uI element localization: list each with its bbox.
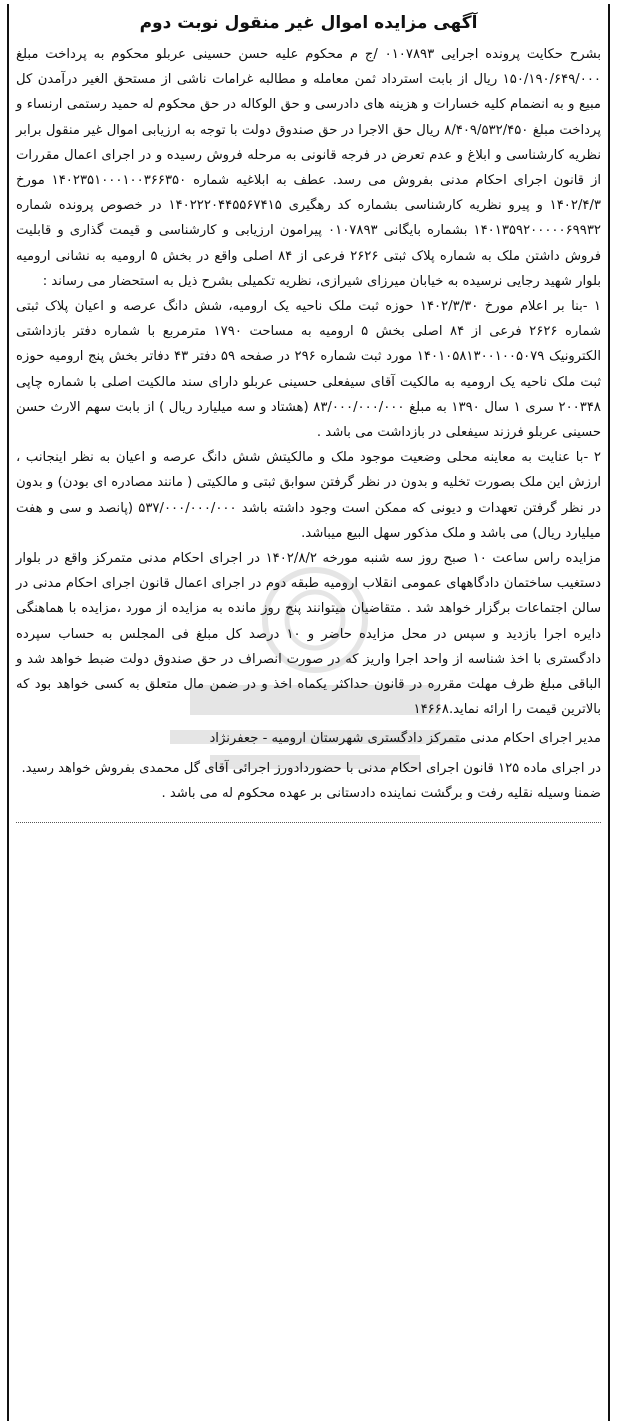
signature: مدیر اجرای احکام مدنی متمرکز دادگستری شهرستان ارومیه - جعفرنژاد xyxy=(209,731,601,747)
footer-note-2: ضمنا وسیله نقلیه رفت و برگشت نماینده دادستانی بر عهده محکوم له می باشد . xyxy=(161,785,601,801)
footer-note-1: در اجرای ماده ۱۲۵ قانون اجرای احکام مدنی با حضوردادورز اجرائی آقای گل محمدی بفروش خواهد رسید. xyxy=(21,760,601,776)
paragraph-item-2: ۲ -با عنایت به معاینه محلی وضعیت موجود ملک و مالکیتش شش دانگ عرصه و اعیان به نظر اینجانب ، ارزش این ملک بصورت تخلیه و بدون در نظر گرفتن سوابق ثبتی و مالکیتی ( مانند مصادره ای بودن) و بدون در نظر گرفتن تعهدات و دیونی که ممکن است وجود داشته باشد ۵۳۷/۰۰۰/۰۰۰/۰۰۰ (پانصد و سی و هفت میلیارد ریال) می باشد و ملک مذکور سهل البیع میباشد. xyxy=(16,450,601,541)
notice-title: آگهی مزایده اموال غیر منقول نوبت دوم xyxy=(139,13,478,33)
auction-notice xyxy=(16,10,601,823)
paragraph-item-1: ۱ -بنا بر اعلام مورخ ۱۴۰۲/۳/۳۰ حوزه ثبت ملک ناحیه یک ارومیه، شش دانگ عرصه و اعیان پلاک ثبتی شماره ۲۶۲۶ فرعی از ۸۴ اصلی بخش ۵ ارومیه به مساحت ۱۷۹۰ مترمربع با شماره دفتر بازداشتی الکترونیک ۱۴۰۱۰۵۸۱۳۰۰۱۰۰۵۰۷۹ مورد ثبت شماره ۲۹۶ در صفحه ۵۹ دفتر ۴۳ دفاتر بخش پنج ارومیه حوزه ثبت ملک ناحیه یک ارومیه به مالکیت آقای سیفعلی حسینی عربلو دارای سند مالکیت اصلی با شماره چاپی ۲۰۰۳۴۸ سری ۱ سال ۱۳۹۰ به مبلغ ۸۳/۰۰۰/۰۰۰/۰۰۰ (هشتاد و سه میلیارد ریال ) از بابت سهم الارث حسن حسینی عربلو فرزند سیفعلی در بازداشت می باشد . xyxy=(16,299,601,441)
paragraph-intro: بشرح حکایت پرونده اجرایی ۰۱۰۷۸۹۳ /ج م محکوم علیه حسن حسینی عربلو محکوم به پرداخت مبلغ ۱۵۰/۱۹۰/۶۴۹/۰۰۰ ریال از بابت استرداد ثمن معامله و مطالبه غرامات ناشی از مستحق الغیر درآمدن کل مبیع و به انضمام کلیه خسارات و هزینه های دادرسی و حق الوکاله در حق محکوم له حمید رستمی ارنساء و پرداخت مبلغ ۸/۴۰۹/۵۳۲/۴۵۰ ریال حق الاجرا در حق صندوق دولت با توجه به ارزیابی اموال غیر منقول برابر نظریه کارشناسی و ابلاغ و عدم تعرض در فرجه قانونی به مرحله فروش رسیده و در اجرای اعمال مقررات از قانون اجرای احکام مدنی بفروش می رسد. عطف به ابلاغیه شماره ۱۴۰۲۳۵۱۰۰۰۱۰۰۳۶۶۳۵۰ مورخ ۱۴۰۲/۴/۳ و پیرو نظریه کارشناسی بشماره کد رهگیری ۱۴۰۲۲۲۰۴۴۵۵۶۷۴۱۵ در خصوص پرونده شماره ۱۴۰۱۳۵۹۲۰۰۰۰۰۶۹۹۳۲ بشماره بایگانی ۰۱۰۷۸۹۳ پیرامون ارزیابی و کارشناسی و قیمت گذاری و قابلیت فروش داشتن ملک به شماره پلاک ثبتی ۲۶۲۶ فرعی از ۸۴ اصلی واقع در بخش ۵ ارومیه به نشانی ارومیه بلوار شهید رجایی نرسیده به خیابان میرزای شیرازی، نظریه تکمیلی بشرح ذیل به استحضار می رساند : xyxy=(16,47,602,289)
bottom-divider xyxy=(16,822,601,823)
paragraph-auction-terms: مزایده راس ساعت ۱۰ صبح روز سه شنبه مورخه ۱۴۰۲/۸/۲ در اجرای احکام مدنی متمرکز واقع در بلوار دستغیب ساختمان دادگاههای عمومی انقلاب ارومیه طبقه دوم در اجرای اعمال قانون اجرای احکام مدنی در سالن اجتماعات برگزار خواهد شد . متقاضیان میتوانند پنج روز مانده به مزایده از مورد ،مزایده با هماهنگی دایره اجرا بازدید و سپس در محل مزایده حاضر و ۱۰ درصد کل مبلغ فی المجلس به حساب سپرده دادگستری با اخذ شناسه از واحد اجرا واریز که در صورت انصراف در حق صندوق دولت ضبط خواهد شد و الباقی مبلغ ظرف مهلت مقرره در قانون حداکثر یکماه اخذ و در ضمن مال متعلق به کسی خواهد بود که بالاترین قیمت را ارائه نماید.۱۴۶۶۸ xyxy=(16,551,602,718)
